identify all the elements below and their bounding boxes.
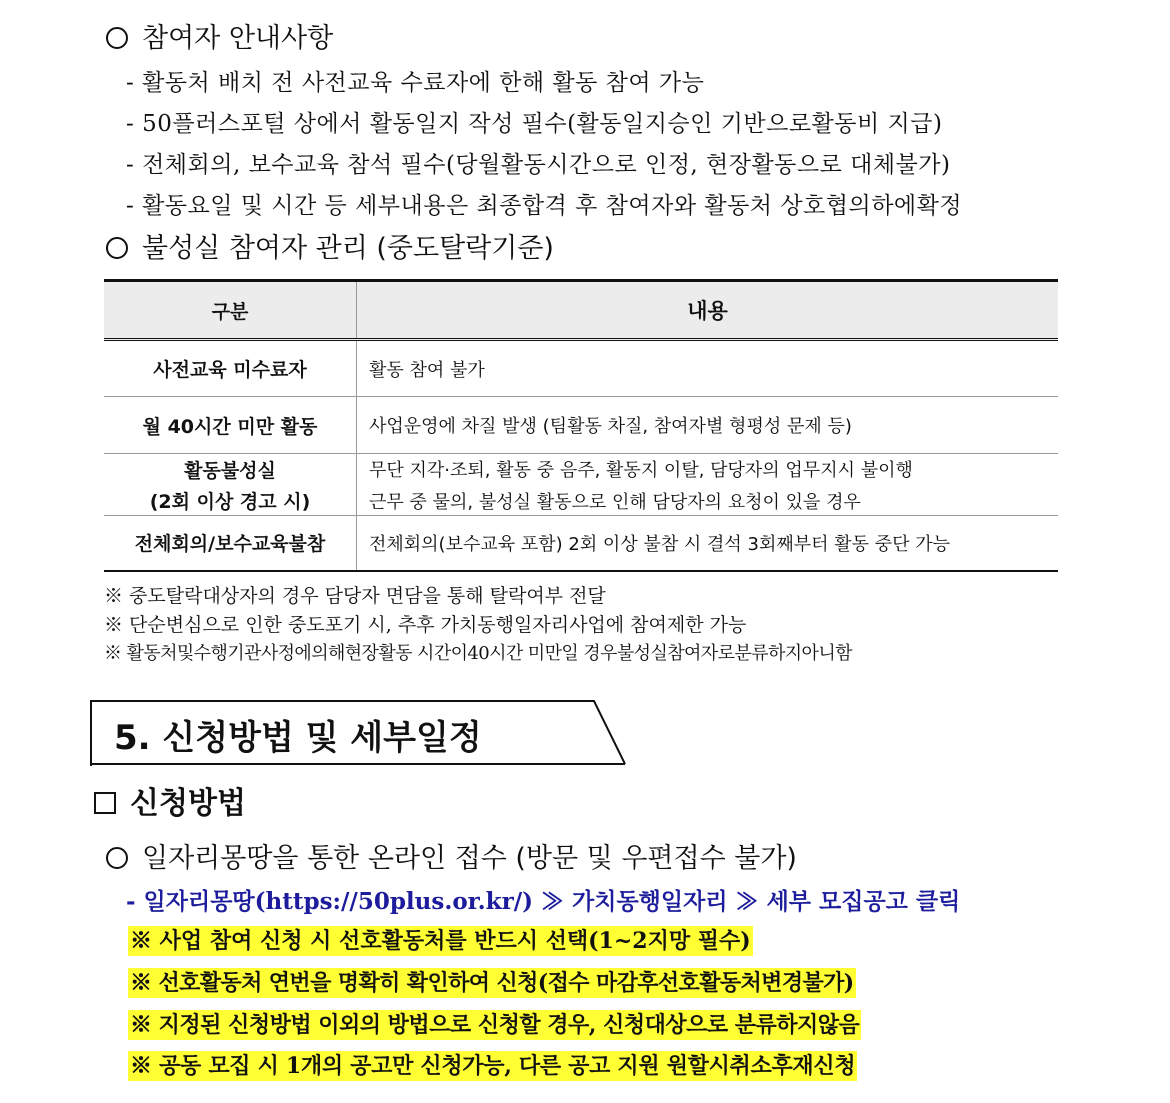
guide-heading <box>106 16 333 55</box>
highlight-text: ※ 공동 모집 시 1개의 공고만 신청가능, 다른 공고 지원 원할시취소후재신청 <box>130 1053 856 1079</box>
row-category: 사전교육 미수료자 <box>104 340 357 397</box>
online-heading <box>106 836 797 875</box>
table-header-row <box>104 281 1058 340</box>
guide-bullet: - 50플러스포털 상에서 활동일지 작성 필수(활동일지승인 기반으로활동비 지급) <box>126 111 943 137</box>
table-row <box>104 516 1058 571</box>
guide-heading-text: 참여자 안내사항 <box>142 23 334 54</box>
highlight-text: ※ 지정된 신청방법 이외의 방법으로 신청할 경우, 신청대상으로 분류하지않음 <box>130 1012 860 1038</box>
guide-bullet: - 활동처 배치 전 사전교육 수료자에 한해 활동 참여 가능 <box>126 70 705 96</box>
row-category <box>104 454 357 516</box>
table-header-content: 내용 <box>357 281 1059 340</box>
circle-bullet-icon <box>106 27 128 49</box>
square-bullet-icon <box>94 792 116 814</box>
highlight-note <box>128 1008 861 1039</box>
dropout-note: ※ 단순변심으로 인한 중도포기 시, 추후 가치동행일자리사업에 참여제한 가능 <box>104 614 747 636</box>
table-row <box>104 454 1058 516</box>
highlight-note <box>128 1049 857 1080</box>
dropout-criteria-table <box>104 279 1058 572</box>
row-content: 사업운영에 차질 발생 (팀활동 차질, 참여자별 형평성 문제 등) <box>357 397 1059 454</box>
dropout-heading <box>106 226 554 265</box>
row-content <box>357 454 1059 516</box>
circle-bullet-icon <box>106 237 128 259</box>
highlight-text: ※ 사업 참여 신청 시 선호활동처를 반드시 선택(1~2지망 필수) <box>130 928 751 954</box>
online-heading-text: 일자리몽땅을 통한 온라인 접수 (방문 및 우편접수 불가) <box>142 843 797 874</box>
table-row <box>104 340 1058 397</box>
row-content: 활동 참여 불가 <box>357 340 1059 397</box>
circle-bullet-icon <box>106 847 128 869</box>
row-content: 전체회의(보수교육 포함) 2회 이상 불참 시 결석 3회째부터 활동 중단 가능 <box>357 516 1059 571</box>
dropout-note: ※ 활동처및수행기관사정에의해현장활동 시간이40시간 미만일 경우불성실참여자로분류하지아니함 <box>104 643 852 664</box>
method-heading-text: 신청방법 <box>130 786 246 821</box>
section-banner <box>90 700 626 766</box>
highlight-note <box>128 966 856 997</box>
table-header-category: 구분 <box>104 281 357 340</box>
row-category: 전체회의/보수교육불참 <box>104 516 357 571</box>
row-content-line: 근무 중 물의, 불성실 활동으로 인해 담당자의 요청이 있을 경우 <box>369 491 861 513</box>
dropout-heading-text: 불성실 참여자 관리 (중도탈락기준) <box>142 233 554 264</box>
row-category-line: (2회 이상 경고 시) <box>149 490 311 513</box>
table-row <box>104 397 1058 454</box>
row-category-line: 활동불성실 <box>184 459 276 482</box>
row-category: 월 40시간 미만 활동 <box>104 397 357 454</box>
section-title: 5. 신청방법 및 세부일정 <box>114 718 482 758</box>
row-content-line: 무단 지각·조퇴, 활동 중 음주, 활동지 이탈, 담당자의 업무지시 불이행 <box>369 459 913 481</box>
guide-bullet: - 활동요일 및 시간 등 세부내용은 최종합격 후 참여자와 활동처 상호협의하에확정 <box>126 193 963 219</box>
dropout-note: ※ 중도탈락대상자의 경우 담당자 면담을 통해 탈락여부 전달 <box>104 585 606 607</box>
method-heading <box>94 778 246 822</box>
highlight-note <box>128 924 753 955</box>
guide-bullet: - 전체회의, 보수교육 참석 필수(당월활동시간으로 인정, 현장활동으로 대체불가) <box>126 152 951 178</box>
apply-link-text: - 일자리몽땅(https://50plus.or.kr/) ≫ 가치동행일자리 ≫ 세부 모집공고 클릭 <box>126 888 961 915</box>
highlight-text: ※ 선호활동처 연번을 명확히 확인하여 신청(접수 마감후선호활동처변경불가) <box>130 970 854 996</box>
